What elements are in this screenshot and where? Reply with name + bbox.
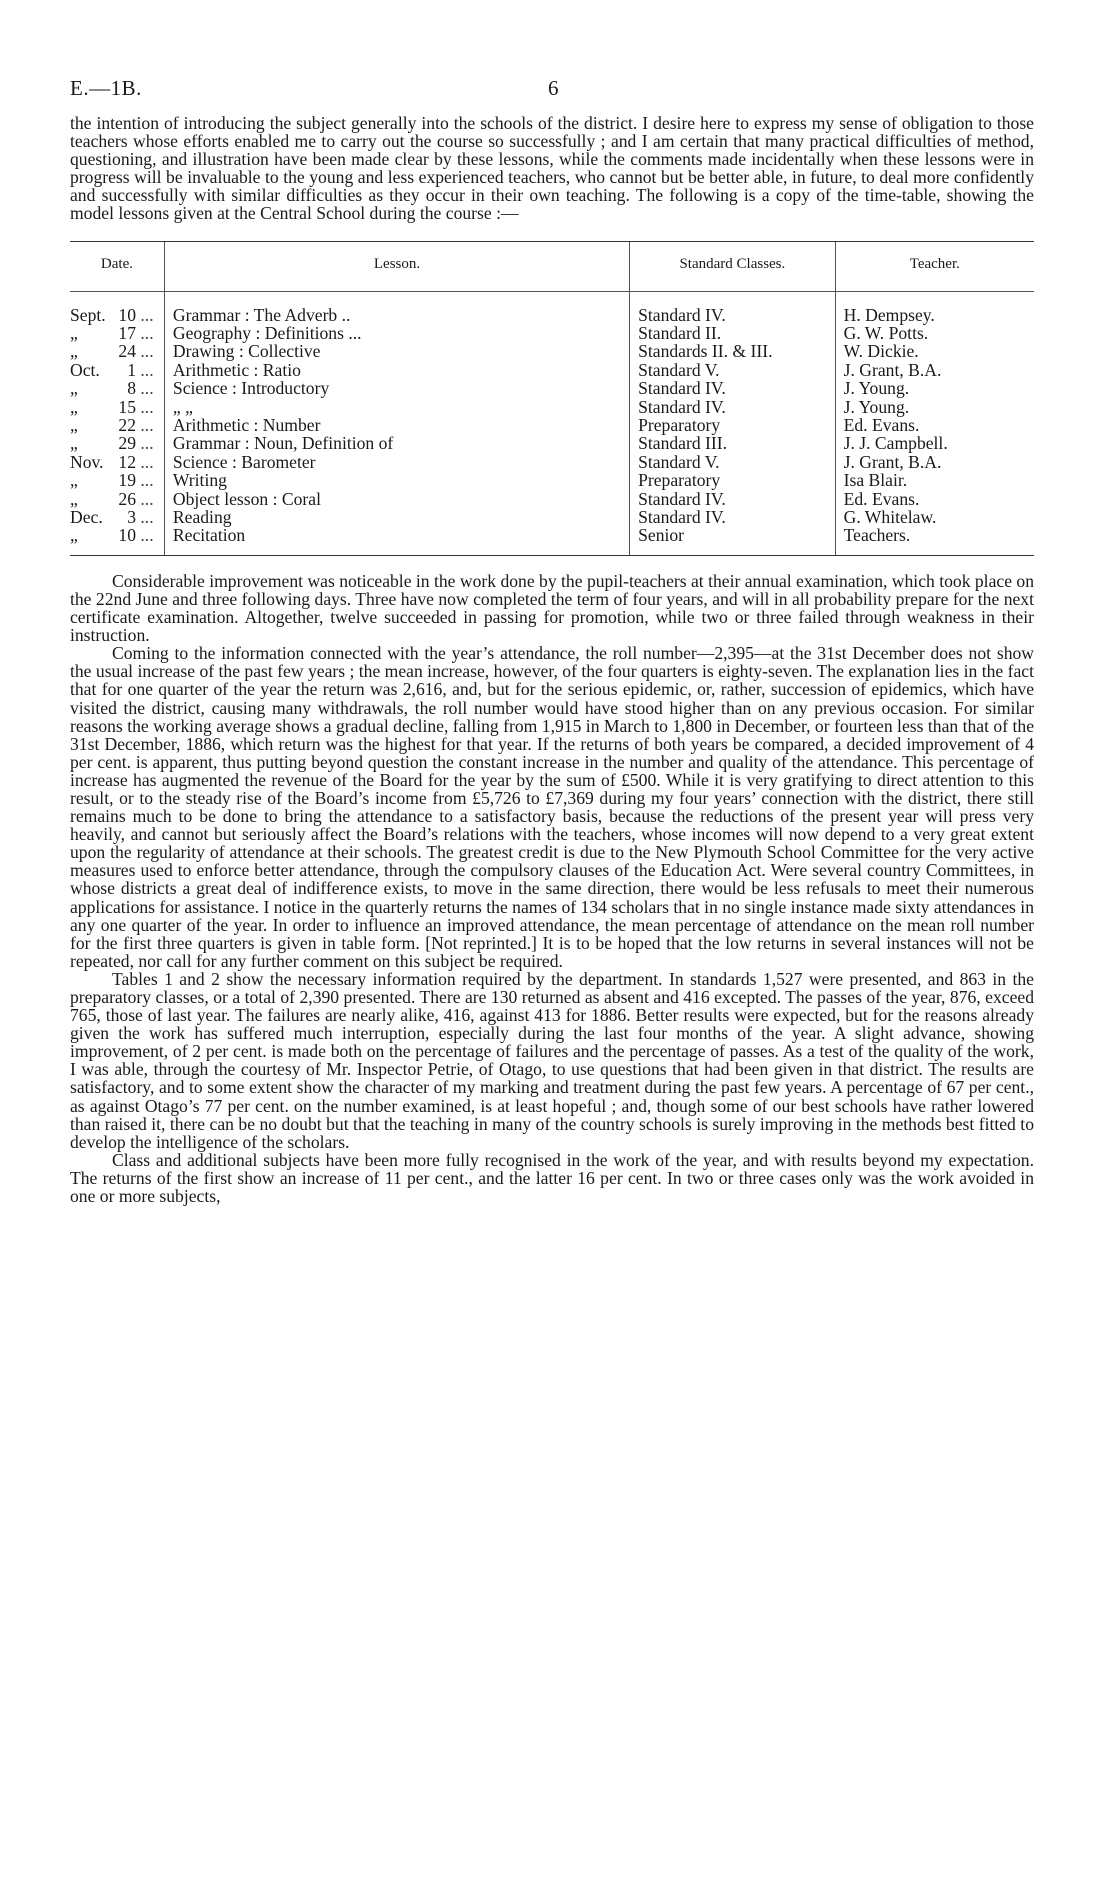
standard-text: Preparatory [638, 470, 721, 491]
standard-text: Standard II. [638, 322, 722, 343]
row-lesson [164, 453, 629, 471]
document-page [70, 70, 1034, 1205]
paragraph-pupil-teachers: Considerable improvement was noticeable in the work done by the pupil-teachers at their annual examination, which took place on the 22nd June and three following days. Three have now completed the term of four years, and will in all probability prepare for the next certificate examination. Altogether, twelve succeeded in passing for promotion, while two or three failed through weakness in their instruction. [70, 570, 1034, 646]
page-header [70, 70, 1034, 110]
leader-dots: ... [136, 507, 154, 528]
row-teacher [835, 398, 1034, 416]
standard-text: Standard V. [638, 359, 720, 380]
date-day: 12 [118, 451, 136, 472]
row-date [70, 291, 164, 324]
row-standard [630, 453, 836, 471]
row-lesson [164, 361, 629, 379]
row-date [70, 416, 164, 434]
body-text [70, 572, 1034, 1205]
row-standard [630, 416, 836, 434]
timetable-body [70, 291, 1034, 555]
lesson-text: Reading [172, 507, 232, 528]
date-day: 29 [118, 433, 136, 454]
teacher-text: H. Dempsey. [843, 304, 935, 325]
leader-dots: ... [136, 488, 154, 509]
date-month: „ [70, 488, 78, 509]
table-row [70, 324, 1034, 342]
lesson-text: Science : Barometer [172, 451, 316, 472]
teacher-text: J. Young. [843, 378, 910, 399]
standard-text: Preparatory [638, 415, 721, 435]
leader-dots: ... [136, 470, 154, 491]
row-teacher [835, 291, 1034, 324]
date-day: 8 [127, 378, 136, 399]
standard-text: Standard III. [638, 433, 728, 454]
row-standard [630, 434, 836, 452]
row-date [70, 490, 164, 508]
standard-text: Standard IV. [638, 396, 726, 417]
row-lesson [164, 471, 629, 489]
intro-paragraph: the intention of introducing the subject generally into the schools of the district. I desire here to express my sense of obligation to those teachers whose efforts enabled me to carry out the course so successfully ; and I am certain that many practical difficulties of method, questioning, and illustration have been made clear by these lessons, while the comments made incidentally when these lessons were in progress will be invaluable to the young and less experienced teachers, who cannot but be better able, in future, to deal more confidently and successfully with similar difficulties as they occur in their own teaching. The following is a copy of the time-table, showing the model lessons given at the Central School during the course :— [70, 113, 1034, 224]
date-day: 10 [118, 304, 136, 325]
standard-text: Standard IV. [638, 304, 726, 325]
table-row [70, 416, 1034, 434]
teacher-text: Isa Blair. [843, 470, 908, 491]
row-teacher [835, 324, 1034, 342]
table-row [70, 291, 1034, 324]
date-day: 3 [127, 507, 136, 528]
leader-dots: ... [136, 451, 154, 472]
date-month: „ [70, 433, 78, 454]
standard-text: Senior [638, 525, 685, 546]
row-teacher [835, 453, 1034, 471]
standard-text: Standards II. & III. [638, 341, 773, 362]
row-lesson [164, 324, 629, 342]
row-lesson [164, 398, 629, 416]
teacher-text: J. Grant, B.A. [843, 451, 942, 472]
header-standard: Standard Classes. [630, 241, 836, 291]
lesson-text: Object lesson : Coral [172, 488, 321, 509]
row-date [70, 508, 164, 526]
date-day: 19 [118, 470, 136, 491]
date-month: „ [70, 341, 78, 362]
leader-dots: ... [136, 359, 154, 380]
leader-dots: ... [136, 378, 154, 399]
date-day: 15 [118, 396, 136, 417]
row-teacher [835, 471, 1034, 489]
date-month: „ [70, 525, 78, 546]
date-month: Sept. [70, 304, 106, 325]
date-month: „ [70, 378, 78, 399]
row-standard [630, 526, 836, 555]
row-lesson [164, 508, 629, 526]
timetable-header-row [70, 241, 1034, 291]
row-teacher [835, 526, 1034, 555]
table-row [70, 379, 1034, 397]
row-teacher [835, 342, 1034, 360]
row-teacher [835, 379, 1034, 397]
row-lesson [164, 291, 629, 324]
table-row [70, 453, 1034, 471]
table-row [70, 471, 1034, 489]
row-lesson [164, 342, 629, 360]
lesson-text: Recitation [172, 525, 246, 546]
leader-dots: ... [136, 322, 154, 343]
date-day: 1 [127, 359, 136, 380]
date-day: 22 [118, 415, 136, 435]
paragraph-tables: Tables 1 and 2 show the necessary information required by the department. In standards 1,527 were presented, and 863 in the preparatory classes, or a total of 2,390 presented. There are 130 returned as absent and 416 excepted. The passes of the year, 876, exceed 765, those of last year. The failures are nearly alike, 416, against 413 for 1886. Better results were expected, but for the reasons already given the work has suffered much interruption, especially during the last four months of the year. A slight advance, showing improvement, of 2 per cent. is made both on the percentage of failures and the percentage of passes. As a test of the quality of the work, I was able, through the courtesy of Mr. Inspector Petrie, of Otago, to use questions that had been given in that district. The results are satisfactory, and to some extent show the character of my marking and treatment during the past few years. A percentage of 67 per cent., as against Otago’s 77 per cent. on the number examined, is at least hopeful ; and, though some of our best schools have rather lowered than raised it, there can be no doubt but that the teaching in many of the country schools is surely improving in the methods best fitted to develop the intelligence of the scholars. [70, 968, 1034, 1152]
row-teacher [835, 361, 1034, 379]
date-month: „ [70, 470, 78, 491]
teacher-text: Ed. Evans. [843, 488, 920, 509]
lesson-text: Grammar : Noun, Definition of [172, 433, 394, 454]
row-date [70, 453, 164, 471]
header-teacher: Teacher. [835, 241, 1034, 291]
teacher-text: W. Dickie. [843, 341, 919, 362]
row-date [70, 471, 164, 489]
lesson-text: „ „ [172, 396, 193, 417]
table-row [70, 508, 1034, 526]
row-standard [630, 379, 836, 397]
date-day: 10 [118, 525, 136, 546]
report-reference: E.—1B. [70, 76, 142, 100]
teacher-text: J. Grant, B.A. [843, 359, 942, 380]
date-month: „ [70, 415, 78, 435]
standard-text: Standard IV. [638, 507, 726, 528]
row-teacher [835, 490, 1034, 508]
lesson-text: Grammar : The Adverb .. [172, 304, 351, 325]
row-lesson [164, 526, 629, 555]
row-date [70, 526, 164, 555]
table-row [70, 526, 1034, 555]
leader-dots: ... [136, 433, 154, 454]
row-lesson [164, 416, 629, 434]
teacher-text: Teachers. [843, 525, 911, 546]
row-lesson [164, 490, 629, 508]
date-day: 24 [118, 341, 136, 362]
teacher-text: G. W. Potts. [843, 322, 929, 343]
page-number: 6 [548, 76, 559, 100]
date-month: Dec. [70, 507, 103, 528]
teacher-text: J. Young. [843, 396, 910, 417]
table-row [70, 490, 1034, 508]
row-standard [630, 508, 836, 526]
leader-dots: ... [136, 415, 154, 435]
leader-dots: ... [136, 304, 154, 325]
paragraph-attendance: Coming to the information connected with the year’s attendance, the roll number—2,395—at the 31st December does not show the usual increase of the past few years ; the mean increase, however, of the four quarters is eighty-seven. The explanation lies in the fact that for one quarter of the year the return was 2,616, and, but for the serious epidemic, or, rather, succession of epidemics, which have visited the district, causing many withdrawals, the roll number would have stood higher than on any previous occasion. For similar reasons the working average shows a gradual decline, falling from 1,915 in March to 1,800 in December, or fourteen less than that of the 31st December, 1886, which return was the highest for that year. If the returns of both years be compared, a decided improvement of 4 per cent. is apparent, thus putting beyond question the constant increase in the number and quality of the attendance. This percentage of increase has augmented the revenue of the Board for the year by the sum of £500. While it is very gratifying to direct attention to this result, or to the steady rise of the Board’s income from £5,726 to £7,369 during my four years’ connection with the district, there still remains much to be done to bring the attendance to a satisfactory basis, because the reductions of the present year will press very heavily, and cannot but seriously affect the Board’s relations with the teachers, whose incomes will now depend to a very great extent upon the regularity of attendance at their schools. The greatest credit is due to the New Plymouth School Committee for the very active measures used to enforce better attendance, through the compulsory clauses of the Education Act. Were several country Committees, in whose districts a great deal of indifference exists, to move in the same direction, there would be less refusals to meet their numerous applications for assistance. I notice in the quarterly returns the names of 134 scholars that in no single instance made sixty attendances in any one quarter of the year. In order to influence an improved attendance, the mean percentage of attendance on the mean roll number for the first three quarters is given in table form. [Not reprinted.] It is to be hoped that the low returns in several instances will not be repeated, nor call for any further comment on this subject be required. [70, 643, 1034, 971]
date-month: „ [70, 396, 78, 417]
row-standard [630, 398, 836, 416]
date-day: 17 [118, 322, 136, 343]
lesson-text: Drawing : Collective [172, 341, 321, 362]
lesson-text: Writing [172, 470, 227, 491]
row-standard [630, 291, 836, 324]
row-date [70, 324, 164, 342]
standard-text: Standard IV. [638, 488, 726, 509]
date-day: 26 [118, 488, 136, 509]
leader-dots: ... [136, 396, 154, 417]
standard-text: Standard IV. [638, 378, 726, 399]
row-standard [630, 471, 836, 489]
teacher-text: J. J. Campbell. [843, 433, 948, 454]
date-month: Nov. [70, 451, 104, 472]
teacher-text: G. Whitelaw. [843, 507, 937, 528]
table-row [70, 342, 1034, 360]
row-standard [630, 324, 836, 342]
date-month: Oct. [70, 359, 100, 380]
row-standard [630, 342, 836, 360]
teacher-text: Ed. Evans. [843, 415, 920, 435]
row-teacher [835, 416, 1034, 434]
row-lesson [164, 379, 629, 397]
paragraph-class-subjects: Class and additional subjects have been more fully recognised in the work of the year, and with results beyond my expectation. The returns of the first show an increase of 11 per cent., and the latter 16 per cent. In two or three cases only was the work avoided in one or more subjects, [70, 1149, 1034, 1207]
row-teacher [835, 508, 1034, 526]
row-date [70, 342, 164, 360]
lesson-text: Geography : Definitions ... [172, 322, 362, 343]
row-date [70, 379, 164, 397]
row-standard [630, 490, 836, 508]
table-row [70, 434, 1034, 452]
leader-dots: ... [136, 525, 154, 546]
row-teacher [835, 434, 1034, 452]
header-lesson: Lesson. [164, 241, 629, 291]
row-lesson [164, 434, 629, 452]
standard-text: Standard V. [638, 451, 720, 472]
timetable [70, 241, 1034, 556]
lesson-text: Arithmetic : Number [172, 415, 321, 435]
table-row [70, 361, 1034, 379]
row-date [70, 361, 164, 379]
lesson-text: Arithmetic : Ratio [172, 359, 301, 380]
row-date [70, 434, 164, 452]
leader-dots: ... [136, 341, 154, 362]
header-date: Date. [70, 241, 164, 291]
row-date [70, 398, 164, 416]
date-month: „ [70, 322, 78, 343]
lesson-text: Science : Introductory [172, 378, 330, 399]
table-row [70, 398, 1034, 416]
row-standard [630, 361, 836, 379]
